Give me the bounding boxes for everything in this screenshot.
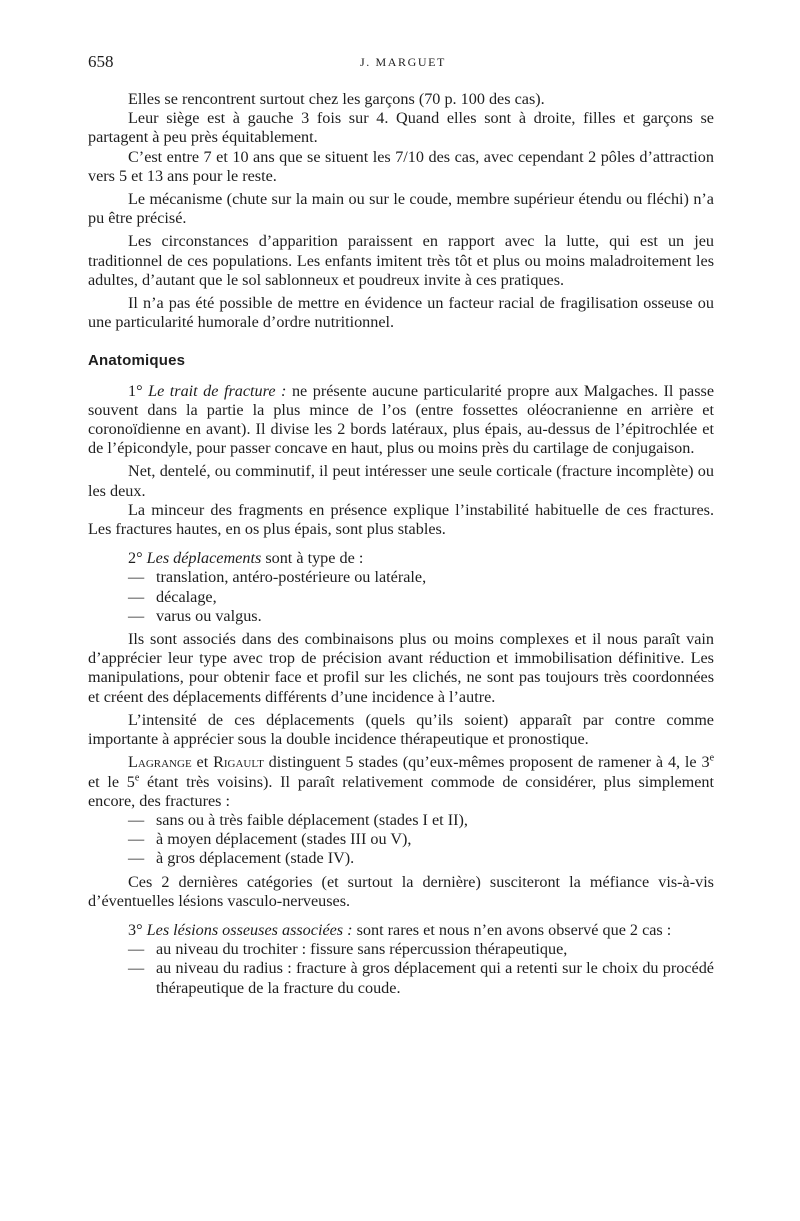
list-item: — à gros déplacement (stade IV). (128, 849, 714, 868)
running-head: J. MARGUET (359, 55, 446, 69)
paragraph: Ces 2 dernières catégories (et surtout la dernière) susciteront la méfiance vis-à-vis d’éventuelles lésions vasculo-nerveuses. (88, 872, 714, 910)
paragraph: Elles se rencontrent surtout chez les garçons (70 p. 100 des cas). (128, 90, 545, 108)
paragraph: Net, dentelé, ou comminutif, il peut intéresser une seule corticale (fracture incomplète) ou les deux. (88, 462, 714, 500)
item-text: sont rares et nous n’en avons observé que 2 cas : (356, 920, 672, 939)
list-item: — translation, antéro-postérieure ou latérale, (128, 568, 714, 587)
item-1-paragraph (88, 382, 714, 459)
list-item: — sans ou à très faible déplacement (stades I et II), (128, 811, 714, 830)
item-text: ne présente aucune particularité propre aux Malgaches. Il passe souvent dans la partie la plus mince de l’os (entre fossettes oléocranienne en arrière et coronoïdienne en avant). Il divise les 2 bords latéraux, plus épais, au-dessus de l’épitrochlée et de l’épicondyle, pour passer concave en haut, plus ou moins près du cartilage de conjugaison. (88, 381, 715, 458)
stages-list (88, 811, 714, 869)
item-2-paragraph (88, 549, 714, 568)
article-body (88, 90, 714, 1002)
paragraph: C’est entre 7 et 10 ans que se situent les 7/10 des cas, avec cependant 2 pôles d’attraction vers 5 et 13 ans pour le reste. (88, 147, 714, 185)
section-heading: Anatomiques (88, 352, 186, 370)
list-item: — varus ou valgus. (128, 607, 714, 626)
item-number: 2° (128, 549, 143, 568)
author-name: Lagrange (128, 753, 192, 772)
paragraph: Leur siège est à gauche 3 fois sur 4. Quand elles sont à droite, filles et garçons se partagent à peu près équitablement. (88, 109, 714, 147)
page-header (88, 52, 718, 80)
item-title: Le trait de fracture : (148, 381, 287, 400)
list-item: — au niveau du radius : fracture à gros déplacement qui a retenti sur le choix du procédé thérapeutique de la fracture du coude. (128, 959, 714, 997)
stages-paragraph: Lagrange et Rigault distinguent 5 stades (qu’eux-mêmes proposent de ramener à 4, le 3e et le 5e étant très voisins). Il paraît relativement commode de considérer, plus simplement encore, des fractures : (88, 752, 715, 810)
list-item: — à moyen déplacement (stades III ou V), (128, 830, 714, 849)
item-title: Les lésions osseuses associées : (146, 920, 353, 939)
paragraph: Les circonstances d’apparition paraissent en rapport avec la lutte, qui est un jeu traditionnel de ces populations. Les enfants imitent très tôt et plus ou moins maladroitement les adultes, d’autant que le sol sablonneux et poudreux invite à ces pratiques. (88, 232, 714, 289)
paragraph: Ils sont associés dans des combinaisons plus ou moins complexes et il nous paraît vain d’apprécier leur type avec trop de précision avant réduction et immobilisation définitive. Les manipulations, pour obtenir face et profil sur les clichés, ne sont pas toujours très coordonnées et créent des déplacements différents d’une incidence à l’autre. (88, 630, 714, 706)
item-title: Les déplacements (146, 549, 262, 568)
displacement-list (88, 568, 714, 626)
paragraph: La minceur des fragments en présence explique l’instabilité habituelle de ces fractures. Les fractures hautes, en os plus épais, sont plus stables. (88, 500, 714, 539)
list-item: — décalage, (128, 588, 714, 607)
paragraph: Il n’a pas été possible de mettre en évidence un facteur racial de fragilisation osseuse ou une particularité humorale d’ordre nutritionnel. (88, 294, 714, 332)
list-item: — au niveau du trochiter : fissure sans répercussion thérapeutique, (128, 940, 714, 959)
author-name: Rigault (213, 753, 264, 772)
item-number: 3° (128, 920, 143, 939)
paragraph: Le mécanisme (chute sur la main ou sur le coude, membre supérieur étendu ou fléchi) n’a pu être précisé. (88, 190, 714, 228)
associated-lesions-list (88, 940, 714, 998)
paragraph: L’intensité de ces déplacements (quels qu’ils soient) apparaît par contre comme importante à apprécier sous la double incidence thérapeutique et pronostique. (88, 710, 714, 749)
item-3-paragraph (88, 921, 714, 940)
page-number: 658 (88, 52, 114, 71)
item-text: sont à type de : (265, 549, 364, 568)
item-number: 1° (128, 381, 143, 400)
